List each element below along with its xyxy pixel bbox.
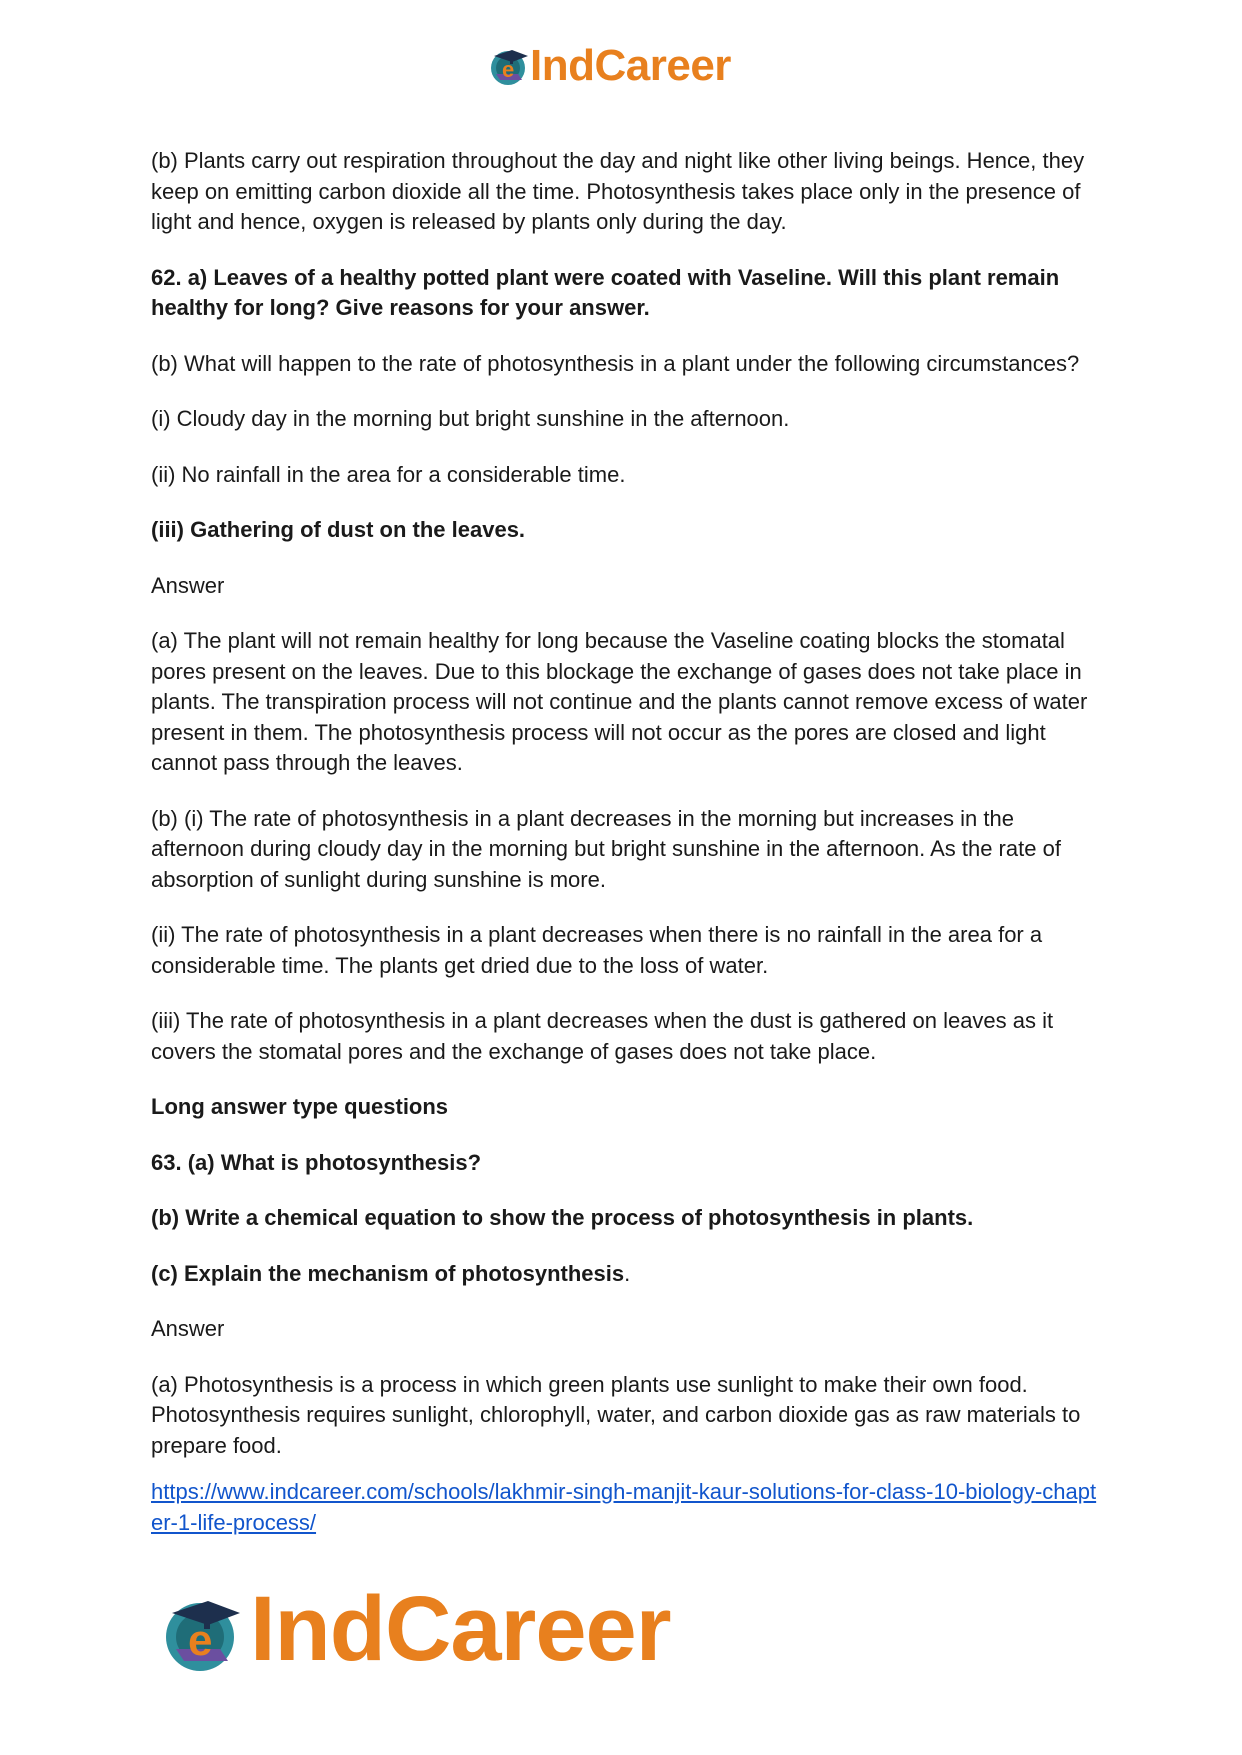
question-62-b: (b) What will happen to the rate of photosynthesis in a plant under the following circumstances? (151, 350, 1080, 376)
answer-62-b-i: (b) (i) The rate of photosynthesis in a plant decreases in the morning but increases in the afternoon during cloudy day in the morning but bright sunshine in the afternoon. As the rate of absorption of sunlight during sunshine is more. (151, 805, 1061, 892)
question-62-b-ii: (ii) No rainfall in the area for a considerable time. (151, 461, 626, 487)
question-63-c-suffix: . (624, 1260, 631, 1286)
question-63-c (151, 1259, 1101, 1290)
answer-heading: Answer (151, 572, 225, 598)
source-link[interactable]: https://www.indcareer.com/schools/lakhmir-singh-manjit-kaur-solutions-for-class-10-biology-chapter-1-life-process/ (151, 1479, 1097, 1535)
header-brand-text: IndCareer (530, 41, 731, 90)
section-heading-long-answer: Long answer type questions (151, 1094, 449, 1119)
paragraph-photosynthesis-day-night: (b) Plants carry out respiration throughout the day and night like other living beings. Hence, they keep on emitting carbon dioxide all the time. Photosynthesis takes place only in the presence of light and hence, oxygen is released by plants only during the day. (151, 148, 1085, 234)
answer-62-b-ii: (ii) The rate of photosynthesis in a plant decreases when there is no rainfall in the area for a considerable time. The plants get dried due to the loss of water. (151, 922, 1043, 978)
header-logo (488, 42, 758, 92)
answer-62-a: (a) The plant will not remain healthy for long because the Vaseline coating blocks the stomatal pores present on the leaves. Due to this blockage the exchange of gases does not take place in plants. The transpiration process will not continue and the plants cannot remove excess of water present in them. The photosynthesis process will not occur as the pores are closed and light cannot pass through the leaves. (151, 628, 1088, 775)
footer-logo-globe-icon (160, 1589, 248, 1677)
question-63-c-text: (c) Explain the mechanism of photosynthesis (151, 1260, 625, 1286)
question-62: 62. a) Leaves of a healthy potted plant were coated with Vaseline. Will this plant remain healthy for long? Give reasons for your answer. (151, 264, 1060, 320)
question-62-b-i: (i) Cloudy day in the morning but bright sunshine in the afternoon. (151, 406, 790, 431)
logo-globe-icon (488, 44, 532, 88)
question-63-a: 63. (a) What is photosynthesis? (151, 1149, 482, 1175)
answer-63-a: (a) Photosynthesis is a process in which green plants use sunlight to make their own food. Photosynthesis requires sunlight, chlorophyll, water, and carbon dioxide gas as raw materials to prepare food. (151, 1371, 1081, 1458)
document-body (151, 146, 1101, 1538)
question-62-b-iii: (iii) Gathering of dust on the leaves. (151, 517, 526, 542)
footer-brand-text: IndCareer (250, 1578, 671, 1680)
answer-62-b-iii: (iii) The rate of photosynthesis in a plant decreases when the dust is gathered on leaves as it covers the stomatal pores and the exchange of gases does not take place. (151, 1008, 1054, 1064)
svg-text:e: e (502, 57, 515, 82)
answer-heading-2: Answer (151, 1316, 225, 1341)
footer-logo (160, 1578, 720, 1685)
question-63-b: (b) Write a chemical equation to show the process of photosynthesis in plants. (151, 1205, 974, 1230)
svg-text:e: e (188, 1616, 213, 1665)
